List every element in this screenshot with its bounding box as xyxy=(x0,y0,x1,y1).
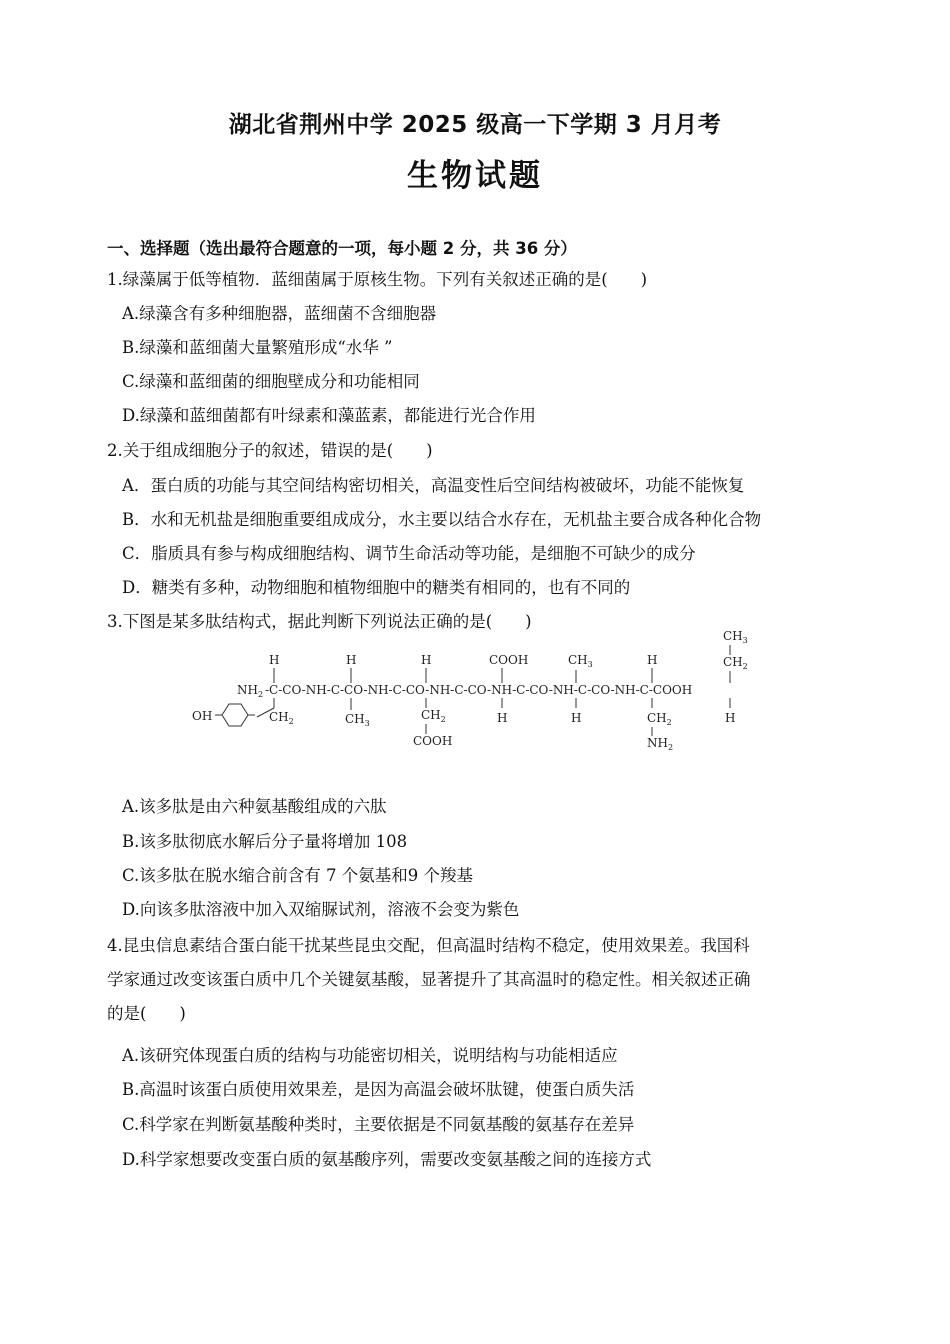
r1-h: H xyxy=(269,653,280,667)
question-1-option-b: B.绿藻和蓝细菌大量繁殖形成“水华 ” xyxy=(122,338,393,357)
question-4-option-c: C.科学家在判断氨基酸种类时，主要依据是不同氨基酸的氨基存在差异 xyxy=(122,1115,635,1134)
question-3-option-d: D.向该多肽溶液中加入双缩脲试剂，溶液不会变为紫色 xyxy=(122,900,520,919)
exam-subtitle: 生物试题 xyxy=(407,158,543,194)
r1-oh: OH xyxy=(192,709,213,723)
r2-h: H xyxy=(346,653,357,667)
r7-ch2: $CH_2$ xyxy=(723,655,748,671)
r3-h: H xyxy=(421,653,432,667)
r2-ch3: $CH_3$ xyxy=(345,712,370,728)
question-1-option-a: A.绿藻含有多种细胞器，蓝细菌不含细胞器 xyxy=(122,304,437,323)
question-1-option-c: C.绿藻和蓝细菌的细胞壁成分和功能相同 xyxy=(122,372,420,391)
question-3-option-a: A.该多肽是由六种氨基酸组成的六肽 xyxy=(122,797,387,816)
r5-h: H xyxy=(571,711,582,725)
r5-ch3: $CH_3$ xyxy=(568,653,593,669)
r3-ch2: $CH_2$ xyxy=(421,708,446,724)
peptide-backbone: -C-CO-NH-C-CO-NH-C-CO-NH-C-CO-NH-C-CO-NH-C-CO-NH-C-COOH xyxy=(265,683,693,697)
question-4-option-a: A.该研究体现蛋白质的结构与功能密切相关，说明结构与功能相适应 xyxy=(122,1046,618,1065)
r4-h: H xyxy=(497,711,508,725)
r7-h: H xyxy=(725,711,736,725)
r1-ch2: $CH_2$ xyxy=(269,710,294,726)
polypeptide-structure-diagram xyxy=(185,628,805,758)
question-4-stem-line-1: 4.昆虫信息素结合蛋白能干扰某些昆虫交配，但高温时结构不稳定，使用效果差。我国科 xyxy=(107,936,750,955)
r7-ch3: $CH_3$ xyxy=(723,629,748,645)
question-1-stem: 1.绿藻属于低等植物．蓝细菌属于原核生物。下列有关叙述正确的是( ) xyxy=(107,270,648,289)
benzene-ring xyxy=(222,704,248,726)
question-2-option-a: A．蛋白质的功能与其空间结构密切相关，高温变性后空间结构被破坏，功能不能恢复 xyxy=(122,476,745,495)
r4-cooh: COOH xyxy=(489,653,529,667)
question-2-option-b: B．水和无机盐是细胞重要组成成分，水主要以结合水存在，无机盐主要合成各种化合物 xyxy=(122,510,762,529)
question-2-option-d: D．糖类有多种，动物细胞和植物细胞中的糖类有相同的，也有不同的 xyxy=(122,578,631,597)
question-4-option-b: B.高温时该蛋白质使用效果差，是因为高温会破坏肽键，使蛋白质失活 xyxy=(122,1080,635,1099)
question-1-option-d: D.绿藻和蓝细菌都有叶绿素和藻蓝素，都能进行光合作用 xyxy=(122,406,536,425)
question-4-stem-line-3: 的是( ) xyxy=(107,1004,186,1023)
r6-ch2: $CH_2$ xyxy=(647,711,672,727)
question-2-option-c: C．脂质具有参与构成细胞结构、调节生命活动等功能，是细胞不可缺少的成分 xyxy=(122,544,696,563)
question-3-stem: 3.下图是某多肽结构式，据此判断下列说法正确的是( ) xyxy=(107,612,532,631)
r6-h: H xyxy=(647,653,658,667)
question-3-option-b: B.该多肽彻底水解后分子量将增加 108 xyxy=(122,832,408,851)
exam-title: 湖北省荆州中学 2025 级高一下学期 3 月月考 xyxy=(228,112,722,138)
question-2-stem: 2.关于组成细胞分子的叙述，错误的是( ) xyxy=(107,441,433,460)
question-4-option-d: D.科学家想要改变蛋白质的氨基酸序列，需要改变氨基酸之间的连接方式 xyxy=(122,1150,652,1169)
question-3-option-c: C.该多肽在脱水缩合前含有 7 个氨基和9 个羧基 xyxy=(122,866,474,885)
nh2-terminal: $NH_2$ xyxy=(237,683,264,699)
r3-cooh: COOH xyxy=(413,734,453,748)
section-heading: 一、选择题（选出最符合题意的一项，每小题 2 分，共 36 分） xyxy=(107,239,577,258)
r6-nh2: $NH_2$ xyxy=(647,736,674,752)
question-4-stem-line-2: 学家通过改变该蛋白质中几个关键氨基酸，显著提升了其高温时的稳定性。相关叙述正确 xyxy=(107,970,751,989)
